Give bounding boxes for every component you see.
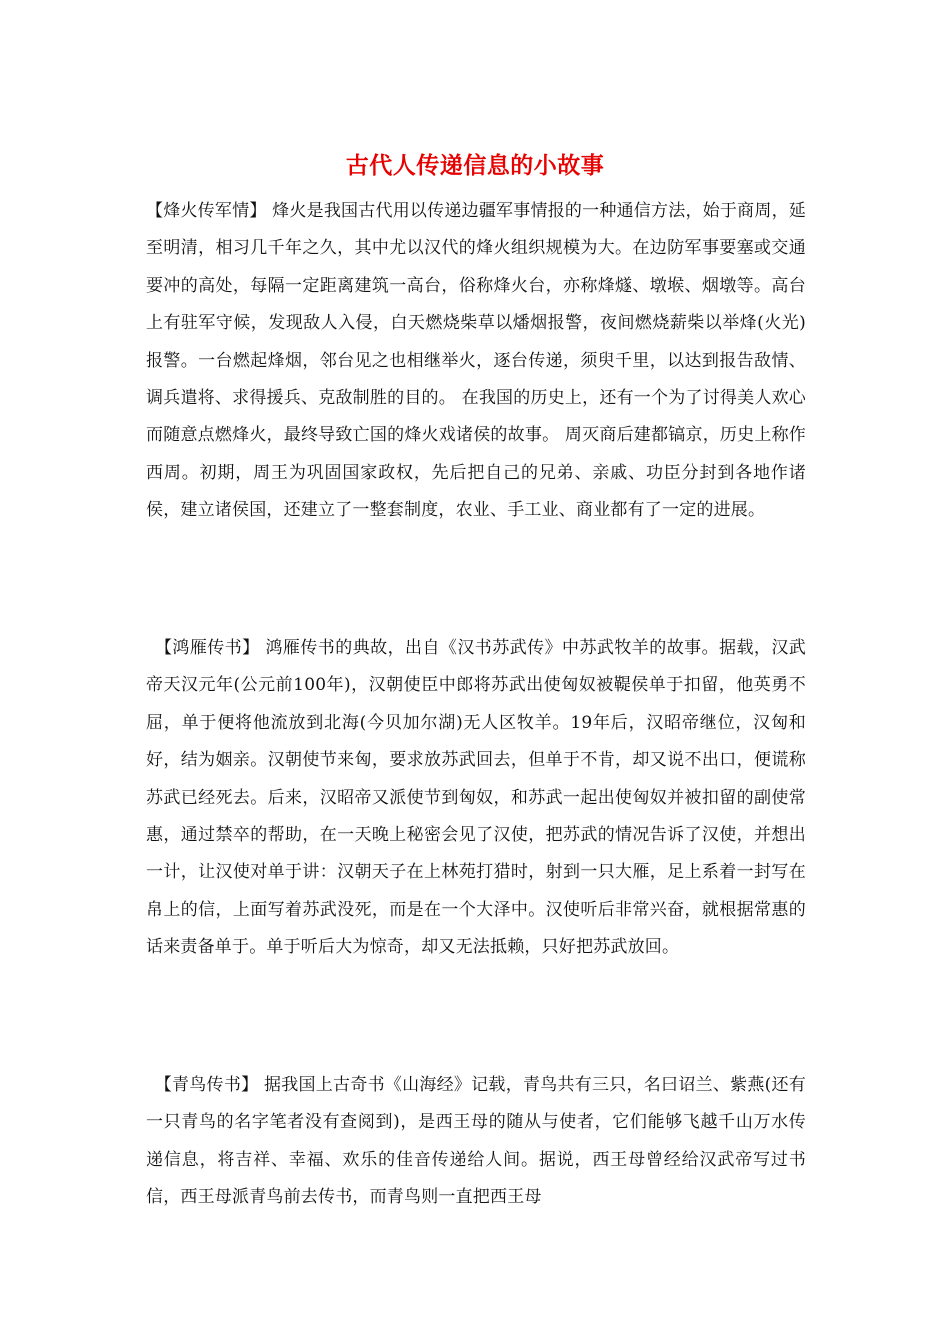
document-title: 古代人传递信息的小故事	[345, 152, 605, 179]
section-fenghuo	[146, 193, 806, 530]
section-body: 烽火是我国古代用以传递边疆军事情报的一种通信方法，始于商周，延至明清，相习几千年之久，其中尤以汉代的烽火组织规模为大。在边防军事要塞或交通要冲的高处，每隔一定距离建筑一高台，俗称烽火台，亦称烽燧、墩堠、烟墩等。高台上有驻军守候，发现敌人入侵，白天燃烧柴草以燔烟报警，夜间燃烧薪柴以举烽(火光)报警。一台燃起烽烟，邻台见之也相继举火，逐台传递，须臾千里，以达到报告敌情、调兵遣将、求得援兵、克敌制胜的目的。 在我国的历史上，还有一个为了讨得美人欢心而随意点燃烽火，最终导致亡国的烽火戏诸侯的故事。 周灭商后建都镐京，历史上称作西周。初期，周王为巩固国家政权，先后把自己的兄弟、亲戚、功臣分封到各地作诸侯，建立诸侯国，还建立了一整套制度，农业、手工业、商业都有了一定的进展。	[146, 201, 806, 521]
section-heading: 【青鸟传书】	[163, 1075, 259, 1095]
section-hongyan	[146, 630, 806, 967]
section-body: 据我国上古奇书《山海经》记载，青鸟共有三只，名曰诏兰、紫燕(还有一只青鸟的名字笔者没有查阅到)，是西王母的随从与使者，它们能够飞越千山万水传递信息，将吉祥、幸福、欢乐的佳音传递给人间。据说，西王母曾经给汉武帝写过书信，西王母派青鸟前去传书，而青鸟则一直把西王母	[146, 1075, 806, 1208]
section-qingniao	[146, 1067, 806, 1217]
section-heading: 【鸿雁传书】	[163, 638, 260, 658]
section-body: 鸿雁传书的典故，出自《汉书苏武传》中苏武牧羊的故事。据载，汉武帝天汉元年(公元前100年)，汉朝使臣中郎将苏武出使匈奴被鞮侯单于扣留，他英勇不屈，单于便将他流放到北海(今贝加尔湖)无人区牧羊。19年后，汉昭帝继位，汉匈和好，结为姻亲。汉朝使节来匈，要求放苏武回去，但单于不肯，却又说不出口，便谎称苏武已经死去。后来，汉昭帝又派使节到匈奴，和苏武一起出使匈奴并被扣留的副使常惠，通过禁卒的帮助，在一天晚上秘密会见了汉使，把苏武的情况告诉了汉使，并想出一计，让汉使对单于讲：汉朝天子在上林苑打猎时，射到一只大雁，足上系着一封写在帛上的信，上面写着苏武没死，而是在一个大泽中。汉使听后非常兴奋，就根据常惠的话来责备单于。单于听后大为惊奇，却又无法抵赖，只好把苏武放回。	[146, 638, 806, 958]
section-heading: 【烽火传军情】	[146, 201, 267, 221]
